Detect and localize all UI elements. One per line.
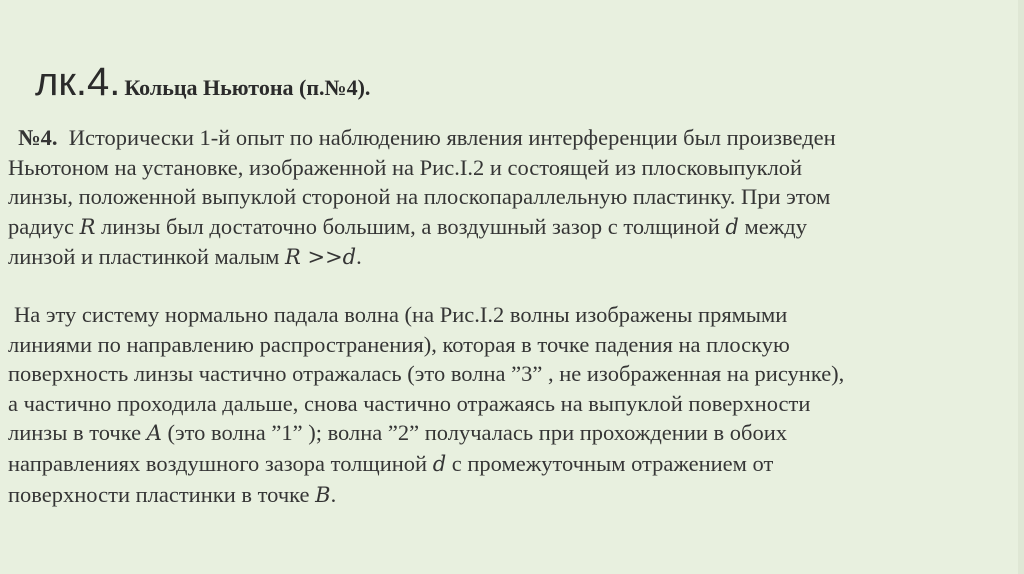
text-segment: . (356, 244, 362, 270)
title-text: Кольца Ньютона (п.№4). (124, 75, 371, 100)
paragraph-1 (8, 123, 1008, 273)
lecture-number: лк.4. (35, 60, 121, 104)
text-segment: . (330, 481, 337, 507)
paragraph-2 (8, 300, 1008, 510)
math-expression: R >>d (285, 245, 357, 270)
math-symbol: A (146, 421, 162, 446)
math-symbol: B (315, 482, 331, 507)
text-line (8, 212, 1008, 243)
text-segment: поверхности пластинки в точке (8, 481, 316, 507)
math-symbol: R (79, 214, 96, 239)
text-segment: радиус (8, 213, 80, 239)
text-line (8, 123, 1008, 153)
text-segment: Исторически 1-й опыт по наблюдению явления интерференции был произведен (68, 125, 836, 150)
text-segment: (это волна ”1” ); волна ”2” получалась при прохождении в обоих (161, 420, 788, 446)
text-segment: линзы был достаточно большим, а воздушный зазор с толщиной (95, 213, 726, 239)
text-line: а частично проходила дальше, снова частично отражаясь на выпуклой поверхности (8, 390, 811, 416)
text-line (8, 300, 1008, 330)
text-segment: между (738, 213, 807, 239)
text-line (8, 418, 1008, 449)
text-line (8, 242, 1008, 273)
slide-edge (1018, 0, 1024, 574)
text-line: поверхность линзы частично отражалась (это волна ”3” , не изображенная на рисунке), (8, 361, 845, 387)
text-line (8, 449, 1008, 480)
slide-title (35, 60, 370, 105)
text-segment: линзой и пластинкой малым (8, 244, 285, 270)
text-segment: направлениях воздушного зазора толщиной (8, 450, 433, 476)
text-line (8, 480, 1008, 511)
text-segment: На эту систему нормально падала волна (на Рис.I.2 волны изображены прямыми (14, 302, 788, 327)
math-symbol: d (432, 451, 447, 476)
text-segment: линзы в точке (8, 420, 147, 446)
text-segment: с промежуточным отражением от (446, 450, 774, 476)
text-line: Ньютоном на установке, изображенной на Рис.I.2 и состоящей из плосковыпуклой (8, 154, 803, 180)
item-number: №4. (18, 125, 58, 150)
text-line: линзы, положенной выпуклой стороной на плоскопараллельную пластинку. При этом (8, 184, 831, 210)
math-symbol: d (725, 214, 739, 239)
text-line: линиями по направлению распространения), которая в точке падения на плоскую (8, 331, 790, 357)
